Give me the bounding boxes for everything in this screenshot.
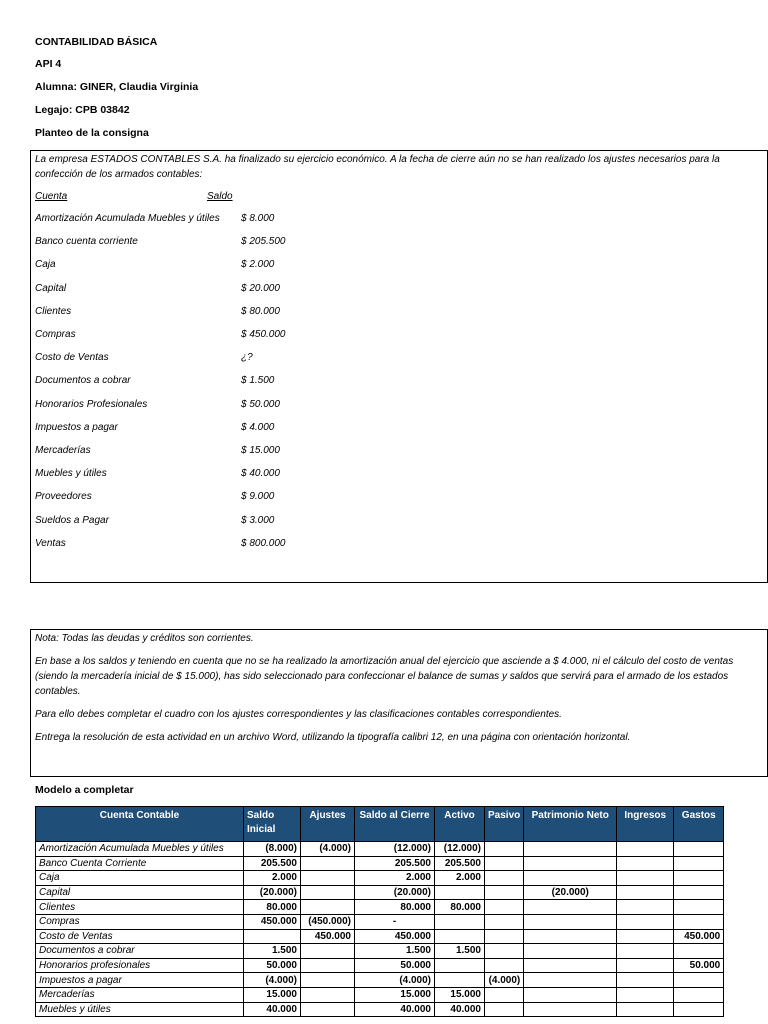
table-row (36, 914, 724, 929)
value-cell: 15.000 (244, 987, 301, 1002)
account-cell: Amortización Acumulada Muebles y útiles (36, 842, 244, 857)
value-cell: 450.000 (301, 929, 355, 944)
value-cell: 205.500 (355, 856, 435, 871)
value-cell (617, 1002, 674, 1017)
value-cell: (20.000) (355, 885, 435, 900)
value-cell (524, 973, 617, 988)
notes-paragraph-3: Entrega la resolución de esta actividad en un archivo Word, utilizando la tipografía calibri 12, en una página con orientación horizontal. (35, 732, 631, 743)
account-balance: $ 80.000 (241, 305, 280, 317)
value-cell: 40.000 (435, 1002, 485, 1017)
value-cell: (4.000) (355, 973, 435, 988)
account-name: Muebles y útiles (35, 468, 107, 480)
column-header: Pasivo (485, 807, 524, 842)
value-cell: (450.000) (301, 914, 355, 929)
account-balance: $ 2.000 (241, 259, 275, 271)
table-row (36, 900, 724, 915)
value-cell (485, 1002, 524, 1017)
model-body (36, 842, 724, 1017)
table-row (36, 885, 724, 900)
value-cell: 1.500 (244, 944, 301, 959)
notes-paragraph-1: En base a los saldos y teniendo en cuenta que no se ha realizado la amortización anual del ejercicio que asciende a $ 4.000, ni el cálculo del costo de ventas (siendo la mercadería inicial de $ 15.000), has sido seleccionado para confeccionar el balance de sumas y saldos que servirá para el armado de los estados contables. (35, 656, 734, 697)
account-name: Ventas (35, 537, 66, 549)
value-cell (524, 929, 617, 944)
value-cell (301, 973, 355, 988)
table-row (36, 929, 724, 944)
value-cell: 15.000 (435, 987, 485, 1002)
value-cell (524, 1002, 617, 1017)
account-cell: Costo de Ventas (36, 929, 244, 944)
notes-paragraph-2: Para ello debes completar el cuadro con los ajustes correspondientes y las clasificaciones contables correspondientes. (35, 709, 562, 720)
account-name: Mercaderías (35, 445, 91, 456)
table-row (36, 842, 724, 857)
activity-title: API 4 (35, 58, 62, 70)
value-cell: (4.000) (485, 973, 524, 988)
statement-intro: La empresa ESTADOS CONTABLES S.A. ha finalizado su ejercicio económico. A la fecha de cierre aún no se han realizado los ajustes necesarios para la confección de los armados contables: (35, 154, 720, 180)
account-cell: Documentos a cobrar (36, 944, 244, 959)
account-cell: Capital (36, 885, 244, 900)
value-cell (485, 900, 524, 915)
value-cell (485, 914, 524, 929)
value-cell (674, 987, 724, 1002)
value-cell (301, 944, 355, 959)
value-cell (674, 944, 724, 959)
table-row (36, 987, 724, 1002)
notes-box (30, 629, 768, 777)
account-name: Caja (35, 259, 56, 271)
value-cell (524, 987, 617, 1002)
account-name: Amortización Acumulada Muebles y útiles (35, 213, 220, 224)
value-cell (617, 871, 674, 886)
value-cell: 80.000 (435, 900, 485, 915)
value-cell (301, 871, 355, 886)
value-cell (674, 1002, 724, 1017)
value-cell (524, 958, 617, 973)
value-cell: 15.000 (355, 987, 435, 1002)
value-cell: 450.000 (674, 929, 724, 944)
account-name: Documentos a cobrar (35, 375, 131, 387)
account-balance: $ 450.000 (241, 329, 286, 340)
value-cell: (8.000) (244, 842, 301, 857)
account-balance: $ 205.500 (241, 236, 286, 248)
value-cell (485, 958, 524, 973)
column-header: Ingresos (617, 807, 674, 842)
value-cell (485, 871, 524, 886)
value-cell: (12.000) (435, 842, 485, 857)
account-name: Honorarios Profesionales (35, 398, 148, 410)
value-cell (617, 987, 674, 1002)
value-cell (301, 1002, 355, 1017)
account-cell: Compras (36, 914, 244, 929)
value-cell (485, 929, 524, 944)
model-title: Modelo a completar (35, 784, 134, 796)
account-balance: $ 15.000 (241, 445, 280, 456)
value-cell (485, 885, 524, 900)
column-header: Activo (435, 807, 485, 842)
column-header: Patrimonio Neto (524, 807, 617, 842)
value-cell (674, 842, 724, 857)
column-header: Ajustes (301, 807, 355, 842)
value-cell: 80.000 (244, 900, 301, 915)
value-cell (674, 856, 724, 871)
value-cell (524, 914, 617, 929)
value-cell: 40.000 (355, 1002, 435, 1017)
account-cell: Mercaderías (36, 987, 244, 1002)
account-cell: Honorarios profesionales (36, 958, 244, 973)
section-title: Planteo de la consigna (35, 127, 149, 139)
student-name: Alumna: GINER, Claudia Virginia (35, 81, 199, 93)
value-cell: (12.000) (355, 842, 435, 857)
value-cell (435, 885, 485, 900)
value-cell (674, 914, 724, 929)
value-cell (524, 842, 617, 857)
value-cell (617, 914, 674, 929)
value-cell (617, 900, 674, 915)
model-table (35, 806, 724, 1017)
value-cell (435, 914, 485, 929)
value-cell (524, 900, 617, 915)
value-cell (301, 958, 355, 973)
value-cell: (20.000) (244, 885, 301, 900)
value-cell (301, 885, 355, 900)
account-name: Capital (35, 282, 67, 294)
value-cell (617, 856, 674, 871)
value-cell (524, 856, 617, 871)
column-header: Saldo Inicial (244, 807, 301, 842)
value-cell (301, 856, 355, 871)
value-cell (485, 856, 524, 871)
account-name: Costo de Ventas (35, 352, 109, 364)
model-header-row (36, 807, 724, 842)
value-cell (617, 973, 674, 988)
value-cell (485, 987, 524, 1002)
value-cell (674, 900, 724, 915)
table-row (36, 973, 724, 988)
account-name: Proveedores (35, 491, 92, 503)
value-cell: 450.000 (244, 914, 301, 929)
value-cell: - (355, 914, 435, 929)
account-cell: Caja (36, 871, 244, 886)
value-cell (617, 958, 674, 973)
value-cell: 80.000 (355, 900, 435, 915)
account-balance: $ 9.000 (241, 491, 275, 503)
value-cell: (20.000) (524, 885, 617, 900)
account-balance: $ 20.000 (241, 282, 280, 294)
value-cell (485, 944, 524, 959)
account-cell: Clientes (36, 900, 244, 915)
column-header: Saldo al Cierre (355, 807, 435, 842)
value-cell (674, 885, 724, 900)
statement-box (30, 150, 768, 583)
note-text: Nota: Todas las deudas y créditos son corrientes. (35, 633, 254, 644)
value-cell: (4.000) (301, 842, 355, 857)
account-name: Banco cuenta corriente (35, 236, 138, 248)
col-balance-header: Saldo (207, 191, 233, 202)
account-balance: $ 8.000 (241, 213, 275, 224)
value-cell: 2.000 (355, 871, 435, 886)
value-cell (435, 973, 485, 988)
value-cell: 450.000 (355, 929, 435, 944)
course-title: CONTABILIDAD BÁSICA (35, 36, 158, 48)
student-file: Legajo: CPB 03842 (35, 104, 130, 116)
account-name: Clientes (35, 305, 72, 317)
account-balance: $ 40.000 (241, 468, 280, 480)
account-balance: $ 3.000 (241, 514, 275, 526)
table-row (36, 871, 724, 886)
account-name: Compras (35, 329, 76, 340)
value-cell (301, 900, 355, 915)
account-balance: $ 800.000 (241, 537, 286, 549)
col-account-header: Cuenta (35, 191, 68, 202)
value-cell (524, 944, 617, 959)
account-name: Impuestos a pagar (35, 421, 118, 433)
value-cell: 50.000 (674, 958, 724, 973)
value-cell: 40.000 (244, 1002, 301, 1017)
value-cell (435, 958, 485, 973)
value-cell: 50.000 (244, 958, 301, 973)
value-cell (617, 944, 674, 959)
account-name: Sueldos a Pagar (35, 514, 109, 526)
account-cell: Impuestos a pagar (36, 973, 244, 988)
value-cell (435, 929, 485, 944)
account-cell: Muebles y útiles (36, 1002, 244, 1017)
value-cell: 1.500 (355, 944, 435, 959)
value-cell (674, 871, 724, 886)
value-cell (244, 929, 301, 944)
value-cell: 1.500 (435, 944, 485, 959)
table-row (36, 1002, 724, 1017)
value-cell (617, 842, 674, 857)
column-header: Cuenta Contable (36, 807, 244, 842)
value-cell: 2.000 (435, 871, 485, 886)
column-header: Gastos (674, 807, 724, 842)
value-cell (524, 871, 617, 886)
account-balance: $ 50.000 (241, 398, 280, 410)
table-row (36, 856, 724, 871)
value-cell: 205.500 (435, 856, 485, 871)
value-cell (485, 842, 524, 857)
value-cell: (4.000) (244, 973, 301, 988)
table-row (36, 944, 724, 959)
value-cell (674, 973, 724, 988)
account-cell: Banco Cuenta Corriente (36, 856, 244, 871)
value-cell (617, 929, 674, 944)
table-row (36, 958, 724, 973)
value-cell: 50.000 (355, 958, 435, 973)
value-cell (301, 987, 355, 1002)
value-cell: 2.000 (244, 871, 301, 886)
account-balance: ¿? (241, 352, 253, 364)
account-balance: $ 4.000 (241, 421, 275, 433)
value-cell: 205.500 (244, 856, 301, 871)
account-balance: $ 1.500 (241, 375, 275, 387)
value-cell (617, 885, 674, 900)
